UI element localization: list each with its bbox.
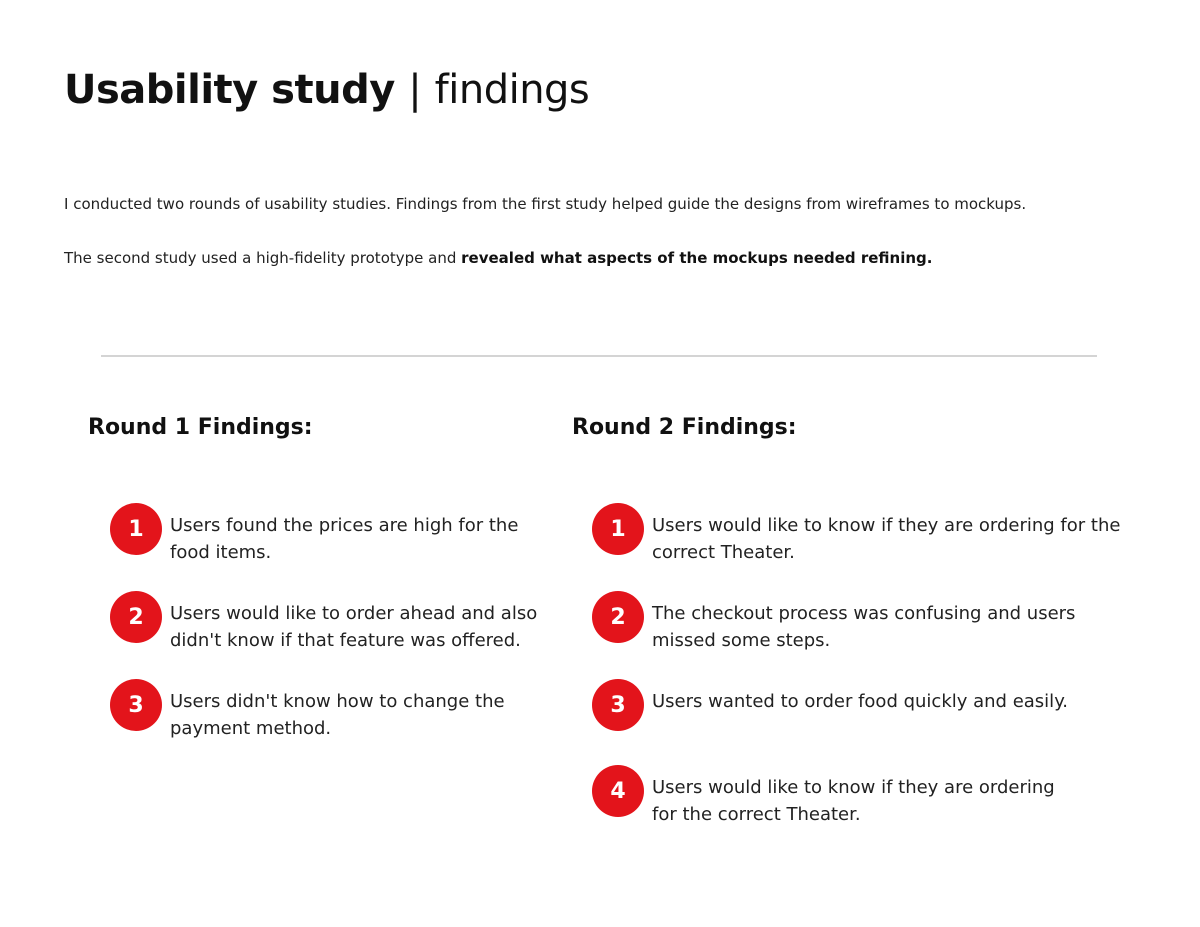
finding-text: Users wanted to order food quickly and easily. (652, 691, 1068, 712)
number-badge: 3 (110, 679, 162, 731)
intro-paragraph-1: I conducted two rounds of usability studies. Findings from the first study helped guide the designs from wireframes to mockups. (64, 195, 1027, 213)
intro-paragraph-2-plain: The second study used a high-fidelity prototype and (64, 249, 457, 267)
number-badge: 3 (592, 679, 644, 731)
number-badge: 2 (110, 591, 162, 643)
finding-text: Users didn't know how to change the payment method. (170, 691, 505, 739)
round-2-heading: Round 2 Findings: (572, 415, 797, 440)
finding-text: Users would like to know if they are ordering for the correct Theater. (652, 777, 1055, 825)
round-2-finding-2 (592, 591, 1075, 654)
round-1-heading: Round 1 Findings: (88, 415, 313, 440)
page-title-bold: Usability study (64, 67, 395, 113)
round-2-finding-1 (592, 503, 1120, 566)
round-2-finding-3 (592, 679, 1068, 731)
round-1-finding-1 (110, 503, 518, 566)
finding-text: Users would like to order ahead and also didn't know if that feature was offered. (170, 603, 538, 651)
section-divider (101, 355, 1097, 357)
page-title-light: findings (434, 67, 590, 113)
round-1-finding-3 (110, 679, 505, 742)
finding-text: Users would like to know if they are ordering for the correct Theater. (652, 515, 1121, 563)
page-title (64, 62, 589, 118)
finding-text: Users found the prices are high for the food items. (170, 515, 519, 563)
number-badge: 2 (592, 591, 644, 643)
number-badge: 4 (592, 765, 644, 817)
intro-paragraph-2-bold: revealed what aspects of the mockups needed refining. (461, 249, 933, 267)
round-2-finding-4 (592, 765, 1055, 828)
number-badge: 1 (592, 503, 644, 555)
round-1-finding-2 (110, 591, 537, 654)
page-title-separator: | (408, 67, 422, 113)
intro-paragraph-2 (64, 247, 932, 269)
number-badge: 1 (110, 503, 162, 555)
finding-text: The checkout process was confusing and users missed some steps. (652, 603, 1076, 651)
